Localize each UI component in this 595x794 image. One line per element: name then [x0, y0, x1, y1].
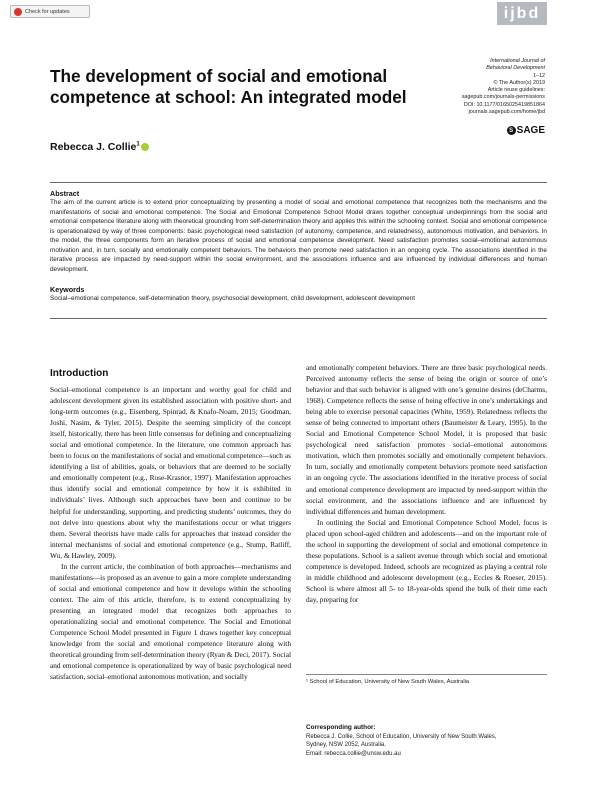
- doi[interactable]: DOI: 10.1177/0165025419851864: [463, 101, 545, 108]
- affiliation-footnote: ¹ School of Education, University of New South Wales, Australia: [306, 679, 470, 685]
- check-for-updates-badge[interactable]: [10, 5, 90, 18]
- copyright: © The Author(s) 2019: [493, 79, 545, 86]
- corresponding-line: Rebecca J. Collie, School of Education, University of New South Wales,: [306, 734, 497, 740]
- update-icon: [14, 8, 22, 16]
- affiliation-mark: 1: [136, 141, 140, 148]
- journal-name-line1: International Journal of: [490, 58, 545, 64]
- page-range: 1–12: [533, 72, 545, 79]
- abstract-heading: Abstract: [50, 189, 80, 198]
- reuse-link[interactable]: sagepub.com/journals-permissions: [461, 94, 545, 101]
- section-heading: Introduction: [50, 368, 109, 379]
- sage-s-icon: S: [507, 126, 516, 135]
- reuse-label: Article reuse guidelines:: [487, 87, 545, 94]
- paragraph: In the current article, the combination of both approaches—mechanisms and manifestations—is proposed as an avenue to gain a more complete understanding of social and emotional competence and how it develops within the schooling context. The aim of this article, therefore, is to extend conceptualizing by presenting an integrated model that recognizes both approaches to operationalizing social and emotional competence. The Social and Emotional Competence School Model presented in Figure 1 draws together key conceptual knowledge from the social and emotional competence literature along with theoretical grounding from self-determination theory (Ryan & Deci, 2017). Social and emotional competence is operationalized by way of basic psychological need satisfaction, social–emotional autonomous motivation, and socially: [50, 561, 291, 682]
- footnote-divider: [306, 674, 547, 675]
- journal-logo: ijbd: [497, 2, 547, 25]
- divider: [50, 182, 547, 183]
- left-column: [50, 384, 291, 682]
- divider: [50, 318, 547, 319]
- check-for-updates-label: Check for updates: [25, 8, 70, 15]
- keywords-heading: Keywords: [50, 285, 85, 294]
- journal-name-line2: Behavioral Development: [486, 65, 545, 72]
- paragraph: In outlining the Social and Emotional Competence School Model, focus is placed upon school-aged children and adolescents—and on the important role of the school in supporting the development of social and emotional competence in these populations. School is a salient avenue through which social and emotional competence is developed. Indeed, schools are recognized as playing a central role in middle childhood and adolescent development (e.g., Eccles & Roeser, 2015). School is where almost all 5- to 18-year-olds spend the bulk of their time each day, preparing for: [306, 517, 547, 604]
- orcid-icon[interactable]: [141, 143, 149, 151]
- corresponding-details: [306, 733, 547, 758]
- abstract-text: The aim of the current article is to extend prior conceptualizing by presenting a model of social and emotional competence that recognizes both the mechanisms and the manifestations of social and emotional competence. The Social and Emotional Competence School Model draws together conceptual underpinnings from the social and emotional competence literature along with theoretical grounding from self-determination theory and applies this within the schooling context. Social and emotional competence is operationalized by way of three components: basic psychological need satisfaction (of autonomy, competence, and relatedness), autonomous motivation, and behaviors. In the model, the three components form an iterative process of social and emotional competence development. Need satisfaction promotes social–emotional autonomous motivation and, in turn, socially and emotionally competent behaviors. The behaviors then promote need satisfaction in an ongoing cycle. The associations identified in the iterative process are impacted by need-support within the social environment, and the associations influence and are influenced by individual differences and human development.: [50, 199, 547, 273]
- author-name: Rebecca J. Collie: [50, 141, 137, 153]
- paragraph: Social–emotional competence is an important and worthy goal for child and adolescent development given its established association with positive short- and long-term outcomes (e.g., Eisenberg, Spinrad, & Knafo-Noam, 2015; Goodman, Joshi, Nasim, & Tyler, 2015). Despite the seeming simplicity of the concept itself, historically, there has been little consensus for defining and conceptualizing social and emotional competence. In the literature, one common approach has been to focus on the manifestations of social and emotional competence—such as identifying a list of abilities, goals, or behaviors that are deemed to be socially and emotionally competent (e.g., Rose-Krasnor, 1997). Manifestation approaches thus identify social and emotional competence by how it is exhibited in individuals’ lives. Although such approaches have been and continue to be helpful for understanding, supporting, and predicting students’ outcomes, they do not delve into questions about why the manifestations occur or what triggers them. Several theorists have made calls for approaches that instead consider the internal mechanisms of social and emotional competence (e.g., Stump, Ratliff, Wu, & Hawley, 2009).: [50, 385, 291, 560]
- right-column: [306, 362, 547, 605]
- paragraph: and emotionally competent behaviors. There are three basic psychological needs. Perceived autonomy reflects the sense of being the origin or source of one’s behavior and that such behavior is aligned with one’s genuine desires (deCharms, 1968). Competence reflects the sense of being effective in one’s undertakings and being able to exercise personal capacities (White, 1959). Relatedness reflects the sense of being connected to important others (Baumeister & Leary, 1995). In the Social and Emotional Competence School Model, it is proposed that basic psychological need satisfaction promotes social–emotional autonomous motivation, which then promotes socially and emotionally competent behaviors. In turn, socially and emotionally competent behaviors promote need satisfaction in an ongoing cycle. The associations identified in the iterative process of social and emotional competence development are impacted by need-support within the social environment, and the associations influence and are influenced by individual differences and human development.: [306, 363, 547, 516]
- publisher-name: SAGE: [516, 125, 545, 136]
- corresponding-line: Sydney, NSW 2052, Australia.: [306, 742, 386, 749]
- journal-home-link[interactable]: journals.sagepub.com/home/jbd: [468, 109, 545, 116]
- corresponding-heading: Corresponding author:: [306, 724, 376, 731]
- article-title: The development of social and emotional competence at school: An integrated model: [50, 66, 407, 107]
- publisher-logo: [507, 125, 545, 136]
- author-line: [50, 141, 149, 153]
- keywords-text: Social–emotional competence, self-determination theory, psychosocial development, child development, adolescent development: [50, 295, 416, 302]
- corresponding-email[interactable]: Email: rebecca.collie@unsw.edu.au: [306, 750, 401, 757]
